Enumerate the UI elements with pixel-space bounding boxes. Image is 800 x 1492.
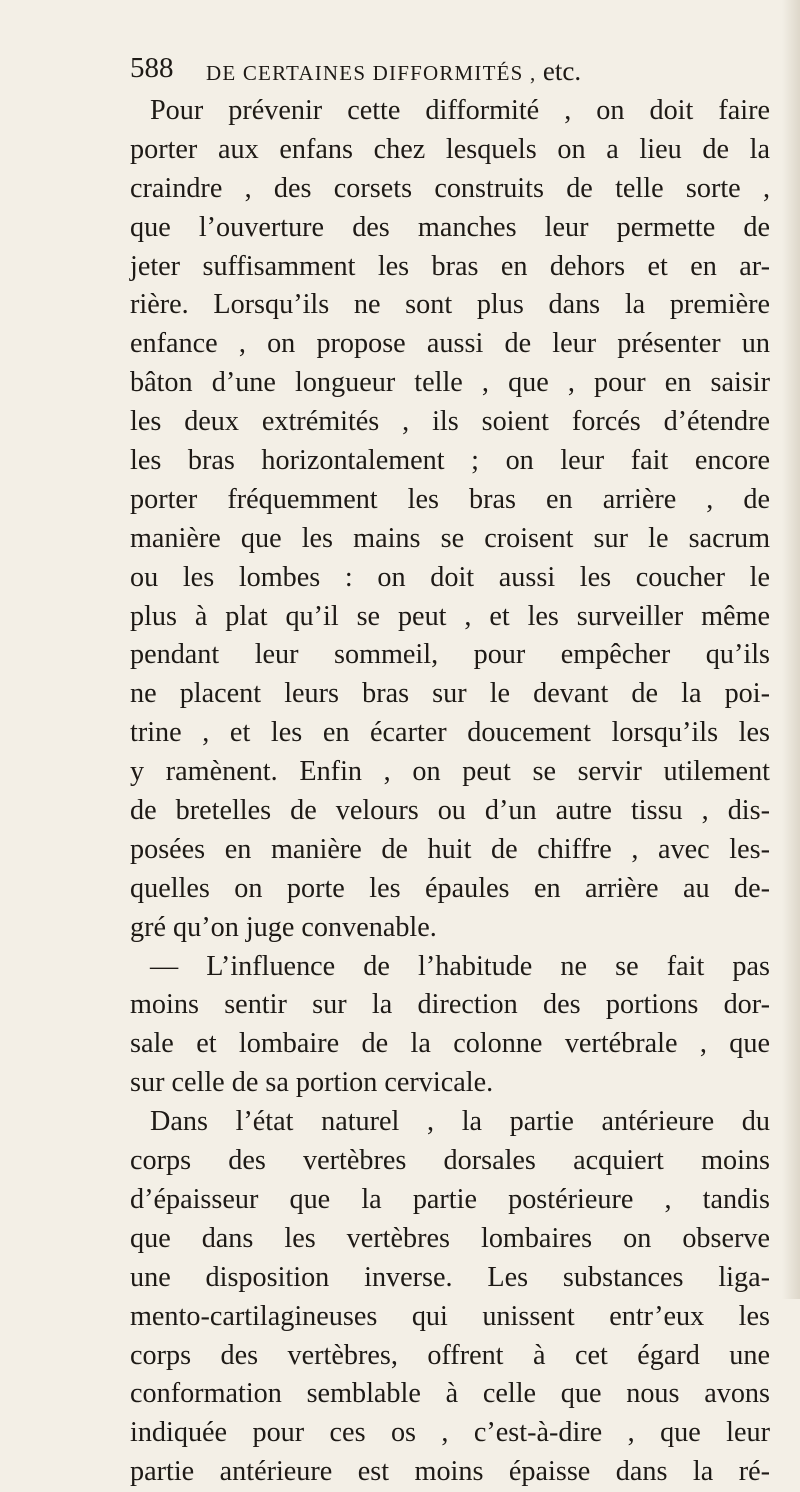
text-line: manière que les mains se croisent sur le sacrum — [130, 522, 770, 554]
text-line: moins sentir sur la direction des portions dor- — [130, 989, 770, 1021]
text-line: craindre , des corsets construits de telle sorte , — [130, 172, 770, 204]
text-line: gré qu’on juge convenable. — [130, 911, 437, 943]
text-line: conformation semblable à celle que nous avons — [130, 1378, 770, 1410]
text-line: y ramènent. Enfin , on peut se servir utilement — [130, 756, 770, 788]
text-line: partie antérieure est moins épaisse dans la ré- — [130, 1456, 770, 1488]
text-line: Dans l’état naturel , la partie antérieure du — [150, 1106, 770, 1138]
text-line: quelles on porte les épaules en arrière au de- — [130, 872, 770, 904]
body-text — [130, 92, 770, 1492]
page-number: 588 — [130, 52, 174, 84]
text-line: Pour prévenir cette difformité , on doit faire — [150, 95, 770, 126]
text-line: enfance , on propose aussi de leur présenter un — [130, 328, 770, 360]
text-line: bâton d’une longueur telle , que , pour en saisir — [130, 367, 770, 399]
text-line: posées en manière de huit de chiffre , avec les- — [130, 833, 770, 865]
text-line: rière. Lorsqu’ils ne sont plus dans la première — [130, 289, 770, 321]
running-head-title: DE CERTAINES DIFFORMITÉS , — [206, 61, 537, 85]
text-line: les deux extrémités , ils soient forcés d’étendre — [130, 406, 770, 438]
text-line: trine , et les en écarter doucement lorsqu’ils les — [130, 717, 770, 749]
text-line: mento-cartilagineuses qui unissent entr’eux les — [130, 1300, 770, 1332]
text-line: d’épaisseur que la partie postérieure , tandis — [130, 1183, 770, 1215]
running-head-etc: etc. — [542, 56, 582, 86]
page-header — [130, 46, 770, 86]
text-line: que dans les vertèbres lombaires on observe — [130, 1222, 770, 1254]
text-line: que l’ouverture des manches leur permette de — [130, 211, 770, 243]
text-line: porter fréquemment les bras en arrière , de — [130, 483, 770, 515]
text-line: jeter suffisamment les bras en dehors et en ar- — [130, 250, 770, 282]
text-line: les bras horizontalement ; on leur fait encore — [130, 445, 770, 477]
text-line: de bretelles de velours ou d’un autre tissu , dis- — [130, 795, 770, 827]
text-line: — L’influence de l’habitude ne se fait pas — [150, 950, 770, 982]
text-line: corps des vertèbres, offrent à cet égard une — [130, 1339, 770, 1371]
text-line: ne placent leurs bras sur le devant de la poi- — [130, 678, 770, 710]
text-line: plus à plat qu’il se peut , et les surveiller même — [130, 600, 770, 632]
text-line: porter aux enfans chez lesquels on a lieu de la — [130, 133, 770, 165]
text-line: ou les lombes : on doit aussi les coucher le — [130, 561, 770, 593]
running-head — [206, 56, 581, 87]
text-line: sur celle de sa portion cervicale. — [130, 1067, 494, 1099]
text-line: pendant leur sommeil, pour empêcher qu’ils — [130, 639, 770, 671]
text-line: indiquée pour ces os , c’est-à-dire , que leur — [130, 1417, 770, 1449]
page-edge-shadow — [782, 0, 800, 1299]
text-line: sale et lombaire de la colonne vertébrale , que — [130, 1028, 770, 1060]
text-line: corps des vertèbres dorsales acquiert moins — [130, 1145, 770, 1177]
text-line: une disposition inverse. Les substances liga- — [130, 1261, 770, 1293]
